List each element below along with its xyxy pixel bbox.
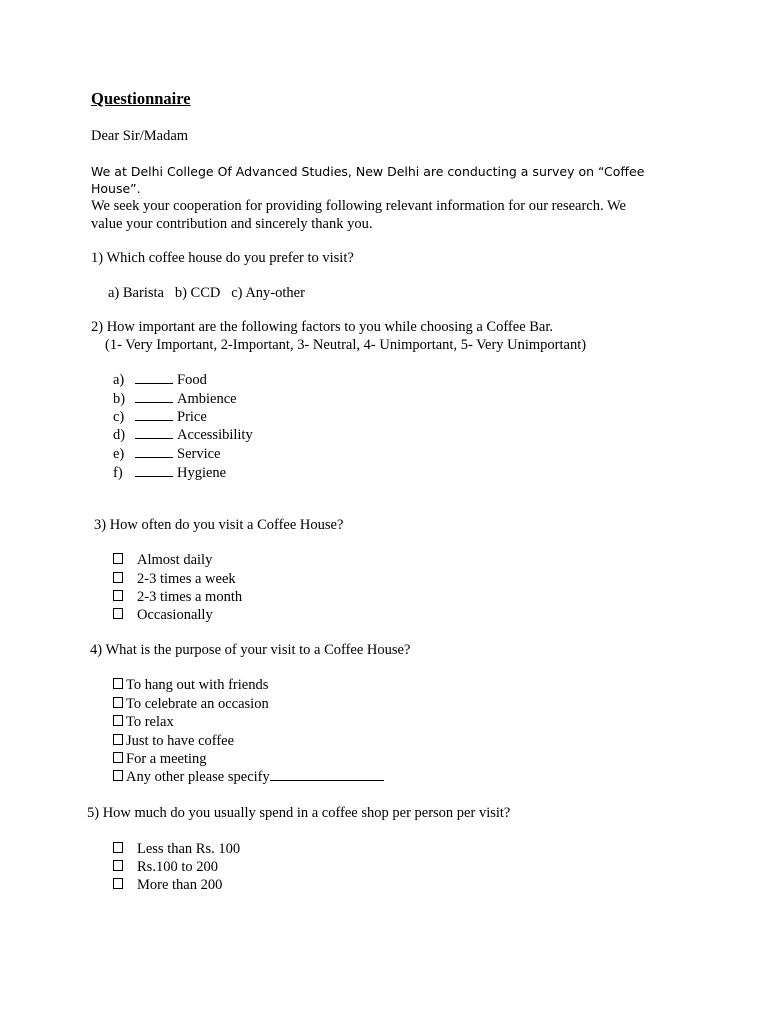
option-label: Occasionally	[137, 607, 213, 623]
q2-item-label: Service	[177, 446, 221, 462]
checkbox-icon[interactable]	[113, 572, 123, 583]
checkbox-icon[interactable]	[113, 608, 123, 619]
checkbox-option[interactable]	[113, 858, 218, 876]
checkbox-option[interactable]	[113, 768, 384, 786]
q2-item[interactable]	[135, 408, 207, 426]
q2-item-letter: d)	[113, 427, 126, 443]
q2-item-label: Food	[177, 372, 207, 388]
specify-blank[interactable]	[270, 768, 384, 781]
checkbox-option[interactable]	[113, 840, 240, 858]
question-3: 3) How often do you visit a Coffee House?	[94, 517, 344, 533]
checkbox-option[interactable]	[113, 570, 236, 588]
checkbox-option[interactable]	[113, 606, 213, 624]
q2-item-letter: b)	[113, 391, 126, 407]
q2-item[interactable]	[135, 445, 220, 463]
rating-blank[interactable]	[135, 390, 173, 403]
checkbox-icon[interactable]	[113, 590, 123, 601]
question-2-scale: (1- Very Important, 2-Important, 3- Neutral, 4- Unimportant, 5- Very Unimportant)	[105, 337, 587, 353]
q2-item-letter: c)	[113, 409, 125, 425]
rating-blank[interactable]	[135, 464, 173, 477]
intro-line-4: value your contribution and sincerely thank you.	[91, 216, 373, 232]
option-label: 2-3 times a week	[137, 571, 236, 587]
intro-line-2: House”.	[91, 181, 141, 196]
rating-blank[interactable]	[135, 445, 173, 458]
checkbox-option[interactable]	[113, 588, 242, 606]
checkbox-icon[interactable]	[113, 842, 123, 853]
q2-item-label: Hygiene	[177, 465, 227, 481]
checkbox-icon[interactable]	[113, 752, 123, 763]
q2-item[interactable]	[135, 464, 226, 482]
option-label: More than 200	[137, 877, 223, 893]
option-label: Rs.100 to 200	[137, 859, 218, 875]
checkbox-option[interactable]	[113, 551, 212, 569]
rating-blank[interactable]	[135, 426, 173, 439]
q2-item-letter: a)	[113, 372, 125, 388]
question-4: 4) What is the purpose of your visit to a Coffee House?	[90, 642, 411, 658]
option-label: Any other please specify	[126, 769, 270, 785]
q2-item-label: Accessibility	[177, 427, 253, 443]
checkbox-icon[interactable]	[113, 734, 123, 745]
checkbox-option[interactable]	[113, 713, 174, 731]
question-5: 5) How much do you usually spend in a coffee shop per person per visit?	[87, 805, 511, 821]
greeting: Dear Sir/Madam	[91, 128, 189, 144]
option-label: Almost daily	[137, 552, 213, 568]
checkbox-option[interactable]	[113, 750, 207, 768]
option-label: Just to have coffee	[126, 733, 235, 749]
q2-item-label: Ambience	[177, 391, 237, 407]
q2-item-label: Price	[177, 409, 207, 425]
rating-blank[interactable]	[135, 408, 173, 421]
question-1: 1) Which coffee house do you prefer to visit?	[91, 250, 354, 266]
q2-item-letter: e)	[113, 446, 125, 462]
checkbox-icon[interactable]	[113, 715, 123, 726]
checkbox-option[interactable]	[113, 695, 269, 713]
checkbox-icon[interactable]	[113, 878, 123, 889]
checkbox-icon[interactable]	[113, 860, 123, 871]
q2-item[interactable]	[135, 426, 253, 444]
option-label: Less than Rs. 100	[137, 841, 241, 857]
checkbox-icon[interactable]	[113, 678, 123, 689]
checkbox-icon[interactable]	[113, 770, 123, 781]
option-label: 2-3 times a month	[137, 589, 243, 605]
checkbox-option[interactable]	[113, 732, 234, 750]
q2-item-letter: f)	[113, 465, 123, 481]
page-title: Questionnaire	[91, 89, 191, 108]
option-label: To celebrate an occasion	[126, 696, 269, 712]
q2-item[interactable]	[135, 390, 237, 408]
checkbox-option[interactable]	[113, 876, 222, 894]
option-label: To hang out with friends	[126, 677, 269, 693]
option-label: To relax	[126, 714, 174, 730]
option-label: For a meeting	[126, 751, 207, 767]
question-2: 2) How important are the following factors to you while choosing a Coffee Bar.	[91, 319, 554, 335]
question-1-options: a) Barista b) CCD c) Any-other	[108, 285, 305, 301]
q2-item[interactable]	[135, 371, 207, 389]
checkbox-icon[interactable]	[113, 697, 123, 708]
checkbox-icon[interactable]	[113, 553, 123, 564]
intro-line-3: We seek your cooperation for providing following relevant information for our research. We	[91, 198, 626, 214]
intro-line-1: We at Delhi College Of Advanced Studies, New Delhi are conducting a survey on “Coffee	[91, 164, 645, 179]
checkbox-option[interactable]	[113, 676, 268, 694]
rating-blank[interactable]	[135, 371, 173, 384]
